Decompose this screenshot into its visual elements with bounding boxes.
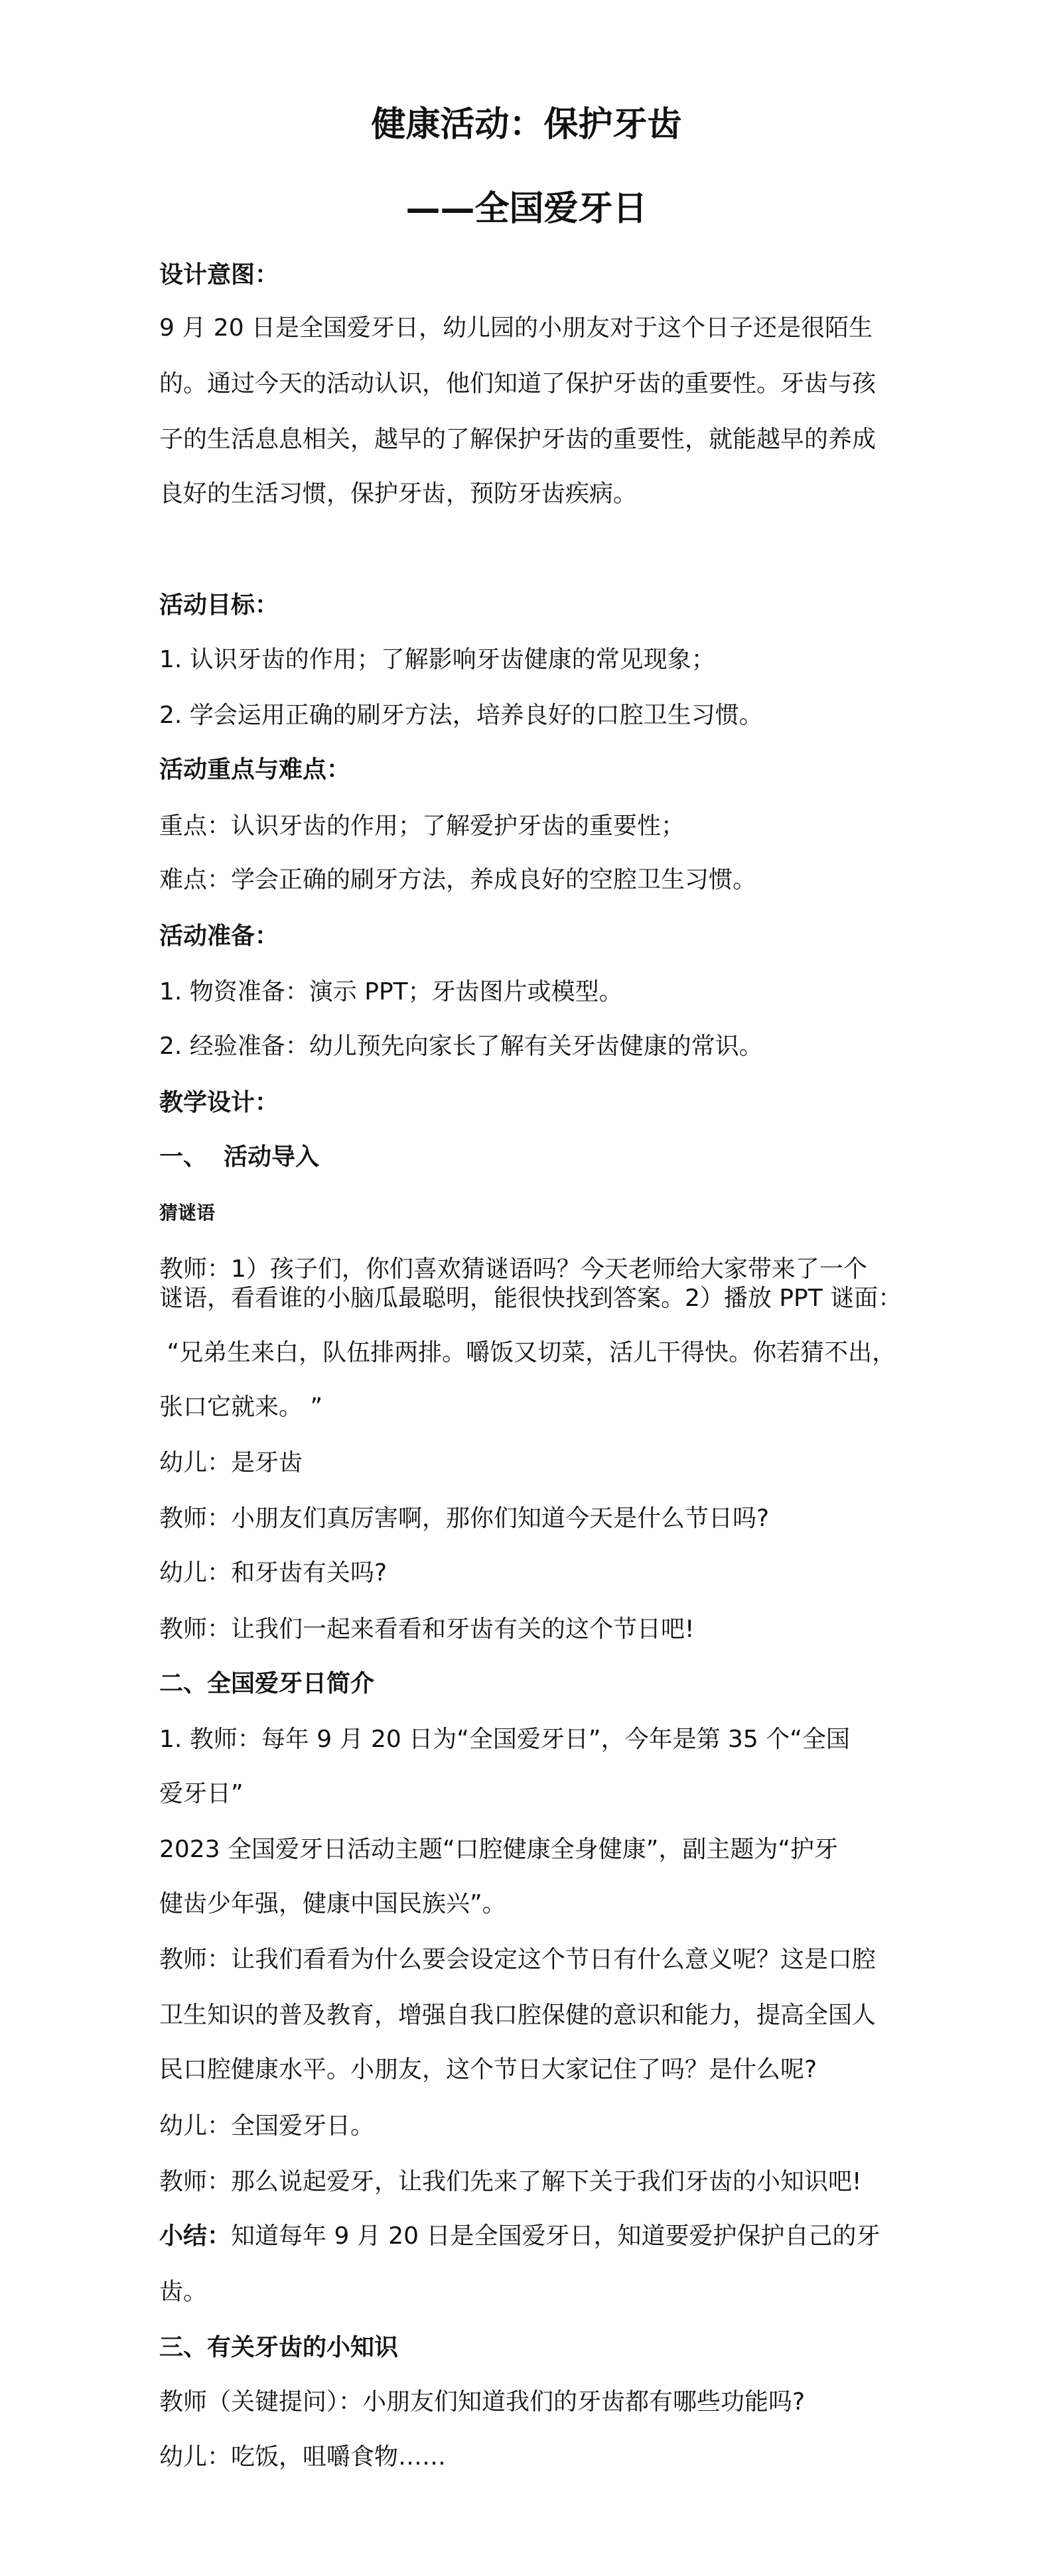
difficulty-point: 难点：学会正确的刷牙方法，养成良好的空腔卫生习惯。 [159,866,757,893]
dialogue-line: 爱牙日” [159,1780,244,1807]
goal-item: 1. 认识牙齿的作用；了解影响牙齿健康的常见现象； [159,646,715,673]
paragraph-line: 9 月 20 日是全国爱牙日，幼儿园的小朋友对于这个日子还是很陌生 [159,314,873,342]
summary-text: 知道每年 9 月 20 日是全国爱牙日，知道要爱护保护自己的牙 [231,2222,880,2250]
summary-label: 小结： [159,2222,232,2250]
dialogue-line: 健齿少年强，健康中国民族兴”。 [159,1890,506,1917]
dialogue-line: 教师：1）孩子们，你们喜欢猜谜语吗？今天老师给大家带来了一个 [159,1256,867,1283]
summary-line [159,2222,880,2251]
dialogue-line: 幼儿：全国爱牙日。 [159,2112,375,2140]
dialogue-line: 教师：让我们一起来看看和牙齿有关的这个节日吧! [159,1616,695,1643]
preparation-item: 1. 物资准备：演示 PPT；牙齿图片或模型。 [159,978,623,1005]
section-heading-key-points: 活动重点与难点： [159,756,351,783]
preparation-item: 2. 经验准备：幼儿预先向家长了解有关牙齿健康的常识。 [159,1033,763,1060]
goal-item: 2. 学会运用正确的刷牙方法，培养良好的口腔卫生习惯。 [159,702,763,729]
dialogue-line: 幼儿：吃饭，咀嚼食物…… [159,2443,447,2471]
dialogue-line: 教师：小朋友们真厉害啊，那你们知道今天是什么节日吗? [159,1505,770,1532]
dialogue-line: 教师：让我们看看为什么要会设定这个节日有什么意义呢？这是口腔 [159,1946,877,1973]
section-heading-teaching-design: 教学设计： [159,1089,279,1116]
document-subtitle: ——全国爱牙日 [405,189,648,229]
riddle-text: “兄弟生来白，队伍排两排。嚼饭又切菜，活儿干得快。你若猜不出， [159,1339,896,1366]
dialogue-line: 教师（关键提问）：小朋友们知道我们的牙齿都有哪些功能吗? [159,2388,806,2415]
section-heading-preparation: 活动准备： [159,923,279,950]
document-title: 健康活动：保护牙齿 [371,105,682,145]
subsection-heading-introduction: 一、 活动导入 [159,1143,320,1171]
summary-line: 齿。 [159,2278,208,2305]
subsection-heading-intro-day: 二、全国爱牙日简介 [159,1670,375,1697]
riddle-label: 猜谜语 [159,1202,216,1224]
dialogue-line: 民口腔健康水平。小朋友，这个节日大家记住了吗？是什么呢? [159,2056,817,2083]
riddle-text: 张口它就来。 ” [159,1393,323,1421]
paragraph-line: 的。通过今天的活动认识，他们知道了保护牙齿的重要性。牙齿与孩 [159,370,877,397]
dialogue-line: 2023 全国爱牙日活动主题“口腔健康全身健康”，副主题为“护牙 [159,1836,839,1863]
section-heading-design-intent: 设计意图： [159,261,279,289]
section-heading-goals: 活动目标： [159,592,279,619]
dialogue-line: 卫生知识的普及教育，增强自我口腔保健的意识和能力，提高全国人 [159,2002,877,2029]
dialogue-line: 谜语，看看谁的小脑瓜最聪明，能很快找到答案。2）播放 PPT 谜面： [159,1285,902,1312]
paragraph-line: 良好的生活习惯，保护牙齿，预防牙齿疾病。 [159,480,638,507]
paragraph-line: 子的生活息息相关，越早的了解保护牙齿的重要性，就能越早的养成 [159,426,877,453]
dialogue-line: 幼儿：是牙齿 [159,1449,303,1476]
key-point: 重点：认识牙齿的作用；了解爱护牙齿的重要性； [159,812,685,840]
dialogue-line: 教师：那么说起爱牙，让我们先来了解下关于我们牙齿的小知识吧! [159,2168,862,2195]
subsection-heading-teeth-knowledge: 三、有关牙齿的小知识 [159,2334,399,2361]
dialogue-line: 1. 教师：每年 9 月 20 日为“全国爱牙日”，今年是第 35 个“全国 [159,1726,850,1753]
dialogue-line: 幼儿：和牙齿有关吗? [159,1559,387,1586]
